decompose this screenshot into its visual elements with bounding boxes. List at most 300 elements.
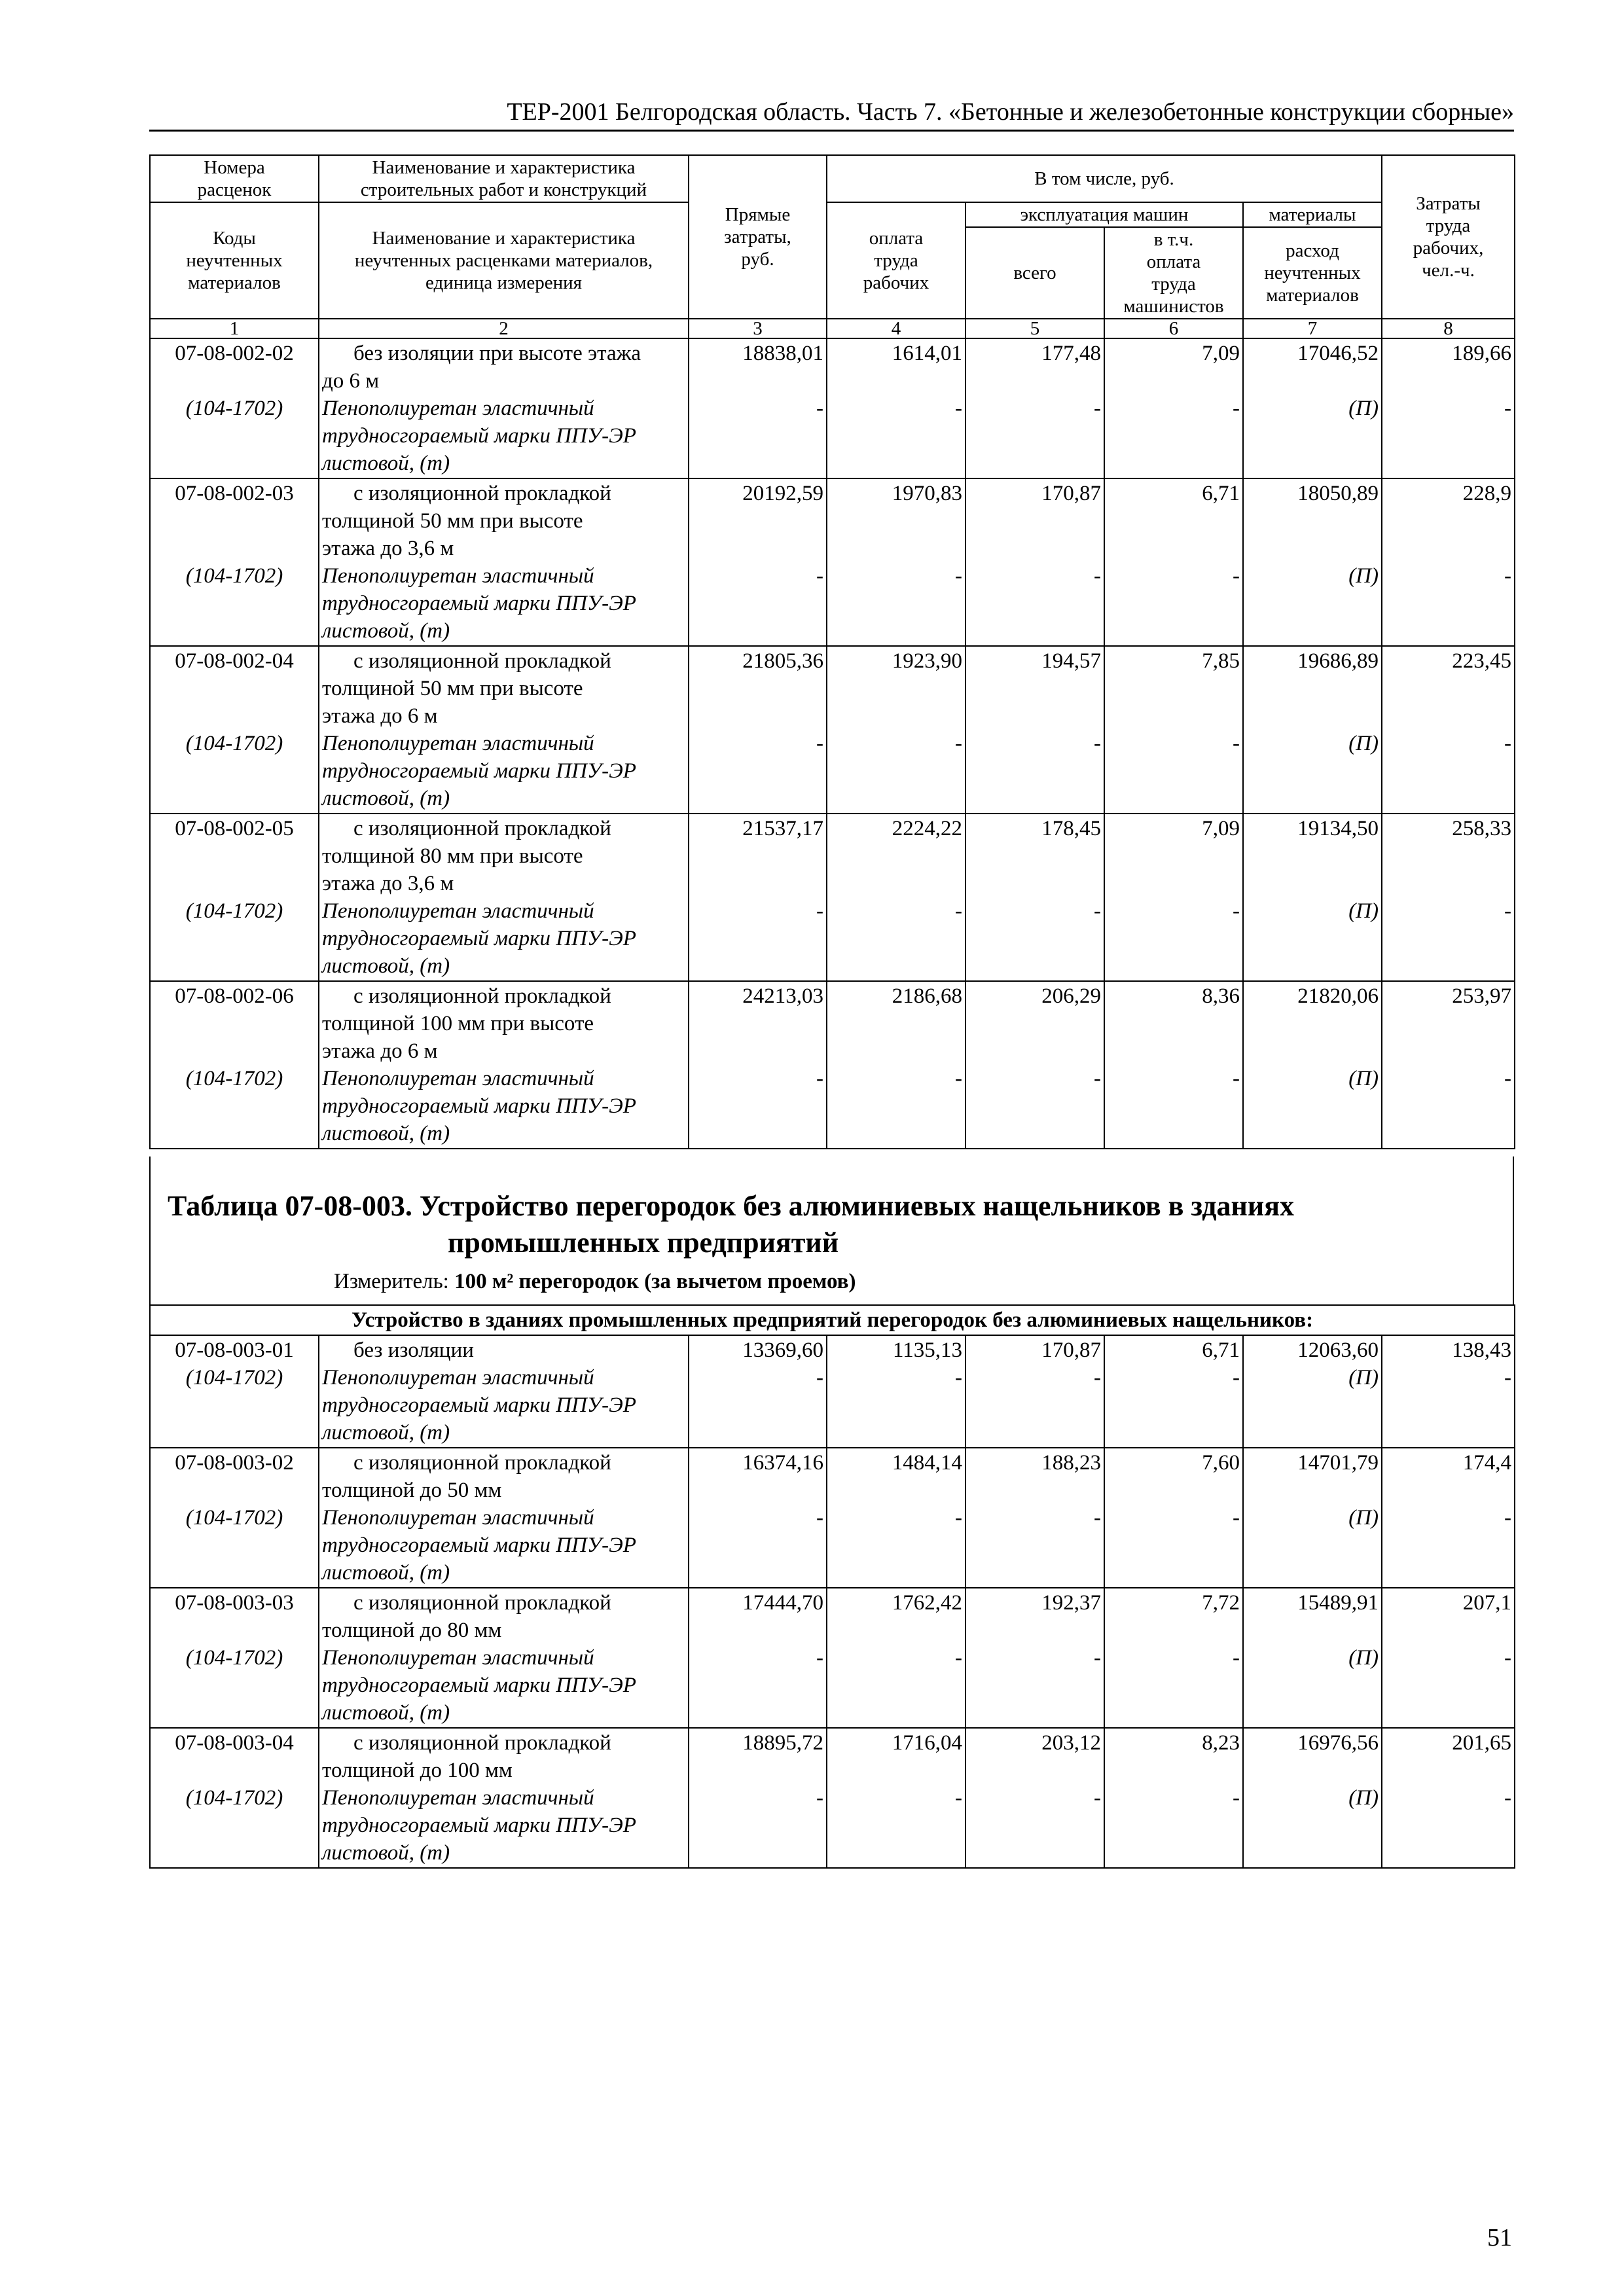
material-quantity: (П) xyxy=(1348,1506,1379,1530)
rate-name-line: толщиной 80 мм при высоте xyxy=(322,844,583,868)
operator-labor-cost: 7,85 xyxy=(1202,649,1240,673)
material-dash: - xyxy=(955,1366,962,1390)
rate-name-cell xyxy=(319,646,689,814)
col2-header-line: неучтенных расценками материалов, xyxy=(354,250,653,271)
material-name-line: трудносгораемый марки ППУ-ЭР xyxy=(322,1674,636,1697)
direct-cost: 20192,59 xyxy=(742,482,823,505)
material-name-line: трудносгораемый марки ППУ-ЭР xyxy=(322,1094,636,1118)
material-dash: - xyxy=(1504,1366,1512,1390)
column-number: 8 xyxy=(1382,319,1515,338)
material-dash: - xyxy=(1094,397,1101,420)
materials-cost: 21820,06 xyxy=(1297,984,1379,1008)
direct-cost-cell xyxy=(689,338,827,478)
material-dash: - xyxy=(1504,899,1511,923)
material-quantity: (П) xyxy=(1348,564,1379,588)
operator-labor-cost-cell xyxy=(1104,338,1243,478)
rate-name-line: без изоляции xyxy=(353,1338,474,1362)
labor-cost-cell xyxy=(827,814,965,981)
rate-name-line: с изоляционной прокладкой xyxy=(353,984,611,1008)
material-dash: - xyxy=(1233,1366,1240,1390)
col8-header xyxy=(1382,155,1515,319)
operator-labor-cost-cell xyxy=(1104,1335,1243,1448)
direct-cost-cell xyxy=(689,1448,827,1588)
unit-value: 100 м² перегородок (за вычетом проемов) xyxy=(454,1270,856,1293)
column-number: 6 xyxy=(1104,319,1243,338)
col7-header-line: материалов xyxy=(1266,285,1359,306)
material-dash: - xyxy=(1233,899,1240,923)
machine-cost-cell xyxy=(965,1335,1104,1448)
operator-labor-cost-cell xyxy=(1104,1728,1243,1868)
direct-cost-cell xyxy=(689,478,827,646)
labor-hours-cell xyxy=(1382,814,1515,981)
material-dash: - xyxy=(816,1786,823,1810)
material-dash: - xyxy=(1094,1067,1101,1090)
rate-code-cell xyxy=(150,1335,319,1448)
rate-name-line: толщиной до 100 мм xyxy=(322,1759,513,1782)
rate-name-line: толщиной 50 мм при высоте xyxy=(322,509,583,533)
material-code: (104-1702) xyxy=(185,1366,283,1390)
material-dash: - xyxy=(1233,732,1240,755)
machines-header: эксплуатация машин xyxy=(965,202,1243,227)
direct-cost: 24213,03 xyxy=(742,984,823,1008)
material-dash: - xyxy=(1504,397,1511,420)
materials-cost-cell xyxy=(1243,981,1382,1149)
material-code: (104-1702) xyxy=(185,564,283,588)
col8-header-line: чел.-ч. xyxy=(1422,260,1475,281)
rate-code-cell xyxy=(150,478,319,646)
operator-labor-cost-cell xyxy=(1104,1448,1243,1588)
machine-cost: 192,37 xyxy=(1041,1591,1101,1615)
material-dash: - xyxy=(1504,1506,1512,1530)
machine-cost-cell xyxy=(965,814,1104,981)
labor-cost: 1923,90 xyxy=(892,649,962,673)
material-dash: - xyxy=(1504,732,1511,755)
rate-row xyxy=(150,1588,1515,1728)
material-name-line: листовой, (т) xyxy=(322,787,450,810)
material-name-line: Пенополиуретан эластичный xyxy=(322,1646,594,1670)
rate-name-line: толщиной до 80 мм xyxy=(322,1619,502,1642)
labor-hours: 174,4 xyxy=(1462,1451,1512,1475)
col6-header-line: машинистов xyxy=(1123,296,1224,317)
machine-cost-cell xyxy=(965,981,1104,1149)
table2-subheading: Устройство в зданиях промышленных предприятий перегородок без алюминиевых нащельников: xyxy=(150,1305,1515,1335)
column-numbers-row xyxy=(150,319,1515,338)
col1-header-top xyxy=(150,155,319,202)
material-dash: - xyxy=(816,1646,823,1670)
material-dash: - xyxy=(955,1506,962,1530)
machine-cost: 194,57 xyxy=(1041,649,1101,673)
labor-hours-cell xyxy=(1382,338,1515,478)
rate-name-line: этажа до 3,6 м xyxy=(322,537,454,560)
machine-cost: 170,87 xyxy=(1041,482,1101,505)
material-dash: - xyxy=(955,564,962,588)
rate-name-line: с изоляционной прокладкой xyxy=(353,1591,611,1615)
direct-cost: 18895,72 xyxy=(742,1731,823,1755)
labor-cost-cell xyxy=(827,1335,965,1448)
col8-header-line: труда xyxy=(1426,215,1471,236)
material-dash: - xyxy=(816,397,823,420)
material-dash: - xyxy=(955,1786,962,1810)
rate-name-cell xyxy=(319,1448,689,1588)
material-dash: - xyxy=(1094,899,1101,923)
col4-header-line: рабочих xyxy=(863,272,929,293)
column-number: 1 xyxy=(150,319,319,338)
material-name-line: Пенополиуретан эластичный xyxy=(322,899,594,923)
labor-cost-cell xyxy=(827,478,965,646)
material-dash: - xyxy=(1094,564,1101,588)
rate-name-cell xyxy=(319,1588,689,1728)
rate-row xyxy=(150,646,1515,814)
rate-row xyxy=(150,1448,1515,1588)
table2-title-continued: промышленных предприятий xyxy=(448,1227,839,1259)
material-dash: - xyxy=(1094,1506,1101,1530)
labor-cost-cell xyxy=(827,338,965,478)
material-dash: - xyxy=(1094,1786,1101,1810)
material-dash: - xyxy=(816,564,823,588)
material-dash: - xyxy=(816,1366,823,1390)
materials-cost: 15489,91 xyxy=(1297,1591,1379,1615)
labor-cost: 2224,22 xyxy=(892,817,962,840)
material-name-line: трудносгораемый марки ППУ-ЭР xyxy=(322,592,636,615)
material-name-line: трудносгораемый марки ППУ-ЭР xyxy=(322,759,636,783)
materials-header: материалы xyxy=(1243,202,1382,227)
rate-name-line: толщиной 50 мм при высоте xyxy=(322,677,583,700)
operator-labor-cost-cell xyxy=(1104,478,1243,646)
rate-name-line: толщиной до 50 мм xyxy=(322,1479,502,1502)
col6-header-line: труда xyxy=(1151,274,1196,295)
col3-header-line: затраты, xyxy=(724,226,791,247)
rate-name-line: с изоляционной прокладкой xyxy=(353,817,611,840)
col2-header-line: Наименование и характеристика xyxy=(372,157,636,178)
materials-cost: 14701,79 xyxy=(1297,1451,1379,1475)
materials-cost: 12063,60 xyxy=(1297,1338,1379,1362)
material-dash: - xyxy=(1504,564,1511,588)
col4-header xyxy=(827,202,965,319)
material-quantity: (П) xyxy=(1348,732,1379,755)
materials-cost: 16976,56 xyxy=(1297,1731,1379,1755)
rate-name-line: без изоляции при высоте этажа xyxy=(353,342,641,365)
labor-hours-cell xyxy=(1382,981,1515,1149)
operator-labor-cost: 7,09 xyxy=(1202,342,1240,365)
operator-labor-cost-cell xyxy=(1104,1588,1243,1728)
direct-cost-cell xyxy=(689,981,827,1149)
rate-name-line: этажа до 3,6 м xyxy=(322,872,454,895)
col7-header xyxy=(1243,227,1382,319)
material-dash: - xyxy=(955,1646,962,1670)
rate-name-line: с изоляционной прокладкой xyxy=(353,1731,611,1755)
material-name-line: трудносгораемый марки ППУ-ЭР xyxy=(322,424,636,448)
direct-cost: 21537,17 xyxy=(742,817,823,840)
material-name-line: трудносгораемый марки ППУ-ЭР xyxy=(322,927,636,950)
rate-row xyxy=(150,338,1515,478)
material-dash: - xyxy=(1504,1646,1512,1670)
materials-cost-cell xyxy=(1243,814,1382,981)
materials-cost-cell xyxy=(1243,478,1382,646)
column-number: 4 xyxy=(827,319,965,338)
column-number: 7 xyxy=(1243,319,1382,338)
col8-header-line: рабочих, xyxy=(1413,238,1484,259)
materials-cost: 19134,50 xyxy=(1297,817,1379,840)
material-code: (104-1702) xyxy=(185,732,283,755)
labor-hours-cell xyxy=(1382,1588,1515,1728)
labor-hours-cell xyxy=(1382,1448,1515,1588)
rate-code: 07-08-002-04 xyxy=(175,649,294,673)
rate-name-cell xyxy=(319,1728,689,1868)
materials-cost: 17046,52 xyxy=(1297,342,1379,365)
rate-name-line: с изоляционной прокладкой xyxy=(353,482,611,505)
rate-code-cell xyxy=(150,1448,319,1588)
labor-hours: 258,33 xyxy=(1452,817,1511,840)
col7-header-line: неучтенных xyxy=(1264,262,1361,283)
material-quantity: (П) xyxy=(1348,1786,1379,1810)
material-code: (104-1702) xyxy=(185,1786,283,1810)
labor-hours: 223,45 xyxy=(1452,649,1511,673)
labor-hours: 138,43 xyxy=(1452,1338,1512,1362)
machine-cost-cell xyxy=(965,646,1104,814)
machine-cost: 203,12 xyxy=(1041,1731,1101,1755)
rate-code-cell xyxy=(150,646,319,814)
page-number: 51 xyxy=(1487,2224,1512,2251)
material-dash: - xyxy=(955,899,962,923)
col2-header-line: строительных работ и конструкций xyxy=(360,179,647,200)
col1-header-line: расценок xyxy=(197,179,272,200)
material-quantity: (П) xyxy=(1348,1646,1379,1670)
rate-code: 07-08-002-02 xyxy=(175,342,294,365)
material-name-line: Пенополиуретан эластичный xyxy=(322,564,594,588)
direct-cost-cell xyxy=(689,1588,827,1728)
material-dash: - xyxy=(1094,1646,1101,1670)
rate-name-cell xyxy=(319,981,689,1149)
rate-code-cell xyxy=(150,1588,319,1728)
table2-unit xyxy=(334,1268,856,1295)
direct-cost: 13369,60 xyxy=(742,1338,823,1362)
materials-cost-cell xyxy=(1243,338,1382,478)
rate-name-line: этажа до 6 м xyxy=(322,704,438,728)
table2-subheading-row xyxy=(150,1305,1515,1335)
machine-cost-cell xyxy=(965,338,1104,478)
material-code: (104-1702) xyxy=(185,899,283,923)
incl-header: В том числе, руб. xyxy=(827,155,1382,202)
operator-labor-cost-cell xyxy=(1104,646,1243,814)
rate-name-cell xyxy=(319,338,689,478)
col3-header-line: руб. xyxy=(741,249,774,270)
material-code: (104-1702) xyxy=(185,1067,283,1090)
col1-header-line: Номера xyxy=(204,157,265,178)
material-quantity: (П) xyxy=(1348,397,1379,420)
rate-name-line: с изоляционной прокладкой xyxy=(353,1451,611,1475)
page-header: ТЕР-2001 Белгородская область. Часть 7. «Бетонные и железобетонные конструкции сборные» xyxy=(507,98,1514,126)
column-number: 5 xyxy=(965,319,1104,338)
machine-cost: 177,48 xyxy=(1041,342,1101,365)
material-name-line: трудносгораемый марки ППУ-ЭР xyxy=(322,1393,636,1417)
col8-header-line: Затраты xyxy=(1416,193,1481,214)
rate-row xyxy=(150,1728,1515,1868)
material-dash: - xyxy=(1094,1366,1101,1390)
rate-name-line: до 6 м xyxy=(322,369,380,393)
material-dash: - xyxy=(816,1506,823,1530)
material-dash: - xyxy=(1233,564,1240,588)
col1-header-bottom xyxy=(150,202,319,319)
rates-table-07-08-003 xyxy=(149,1304,1515,1869)
material-name-line: листовой, (т) xyxy=(322,619,450,643)
material-name-line: листовой, (т) xyxy=(322,1122,450,1145)
labor-hours-cell xyxy=(1382,1728,1515,1868)
labor-cost: 1970,83 xyxy=(892,482,962,505)
operator-labor-cost: 6,71 xyxy=(1202,482,1240,505)
machine-cost: 206,29 xyxy=(1041,984,1101,1008)
material-dash: - xyxy=(1094,732,1101,755)
header-rule xyxy=(149,130,1514,132)
material-name-line: листовой, (т) xyxy=(322,1841,450,1865)
operator-labor-cost: 6,71 xyxy=(1202,1338,1240,1362)
labor-cost-cell xyxy=(827,1448,965,1588)
direct-cost: 21805,36 xyxy=(742,649,823,673)
col2-header-top xyxy=(319,155,689,202)
col2-header-line: единица измерения xyxy=(425,272,582,293)
labor-hours: 207,1 xyxy=(1462,1591,1512,1615)
rate-code: 07-08-003-01 xyxy=(175,1338,294,1362)
labor-hours: 201,65 xyxy=(1452,1731,1512,1755)
machine-cost-cell xyxy=(965,1588,1104,1728)
rate-name-cell xyxy=(319,814,689,981)
direct-cost: 18838,01 xyxy=(742,342,823,365)
material-name-line: листовой, (т) xyxy=(322,1561,450,1585)
column-number: 2 xyxy=(319,319,689,338)
material-dash: - xyxy=(1233,1067,1240,1090)
rate-code: 07-08-003-03 xyxy=(175,1591,294,1615)
unit-label: Измеритель: xyxy=(334,1270,449,1293)
table2-title: Таблица 07-08-003. Устройство перегородок без алюминиевых нащельников в зданиях xyxy=(168,1190,1295,1222)
operator-labor-cost: 8,36 xyxy=(1202,984,1240,1008)
operator-labor-cost: 7,09 xyxy=(1202,817,1240,840)
rates-table-07-08-002 xyxy=(149,154,1515,1149)
material-code: (104-1702) xyxy=(185,1646,283,1670)
labor-cost-cell xyxy=(827,1588,965,1728)
material-name-line: Пенополиуретан эластичный xyxy=(322,732,594,755)
rate-code-cell xyxy=(150,814,319,981)
col5-header: всего xyxy=(965,227,1104,319)
labor-hours-cell xyxy=(1382,1335,1515,1448)
col4-header-line: труда xyxy=(874,250,918,271)
materials-cost: 19686,89 xyxy=(1297,649,1379,673)
operator-labor-cost-cell xyxy=(1104,814,1243,981)
rate-row xyxy=(150,478,1515,646)
material-dash: - xyxy=(1233,1786,1240,1810)
labor-cost: 2186,68 xyxy=(892,984,962,1008)
rate-code-cell xyxy=(150,981,319,1149)
direct-cost: 17444,70 xyxy=(742,1591,823,1615)
operator-labor-cost-cell xyxy=(1104,981,1243,1149)
labor-cost: 1614,01 xyxy=(892,342,962,365)
materials-cost-cell xyxy=(1243,1588,1382,1728)
machine-cost: 178,45 xyxy=(1041,817,1101,840)
labor-cost: 1135,13 xyxy=(892,1338,962,1362)
labor-hours: 253,97 xyxy=(1452,984,1511,1008)
machine-cost-cell xyxy=(965,1728,1104,1868)
material-name-line: листовой, (т) xyxy=(322,1701,450,1725)
labor-hours: 189,66 xyxy=(1452,342,1511,365)
material-name-line: Пенополиуретан эластичный xyxy=(322,1366,594,1390)
rate-code: 07-08-002-05 xyxy=(175,817,294,840)
rate-code: 07-08-003-04 xyxy=(175,1731,294,1755)
material-name-line: Пенополиуретан эластичный xyxy=(322,1786,594,1810)
col2-header-bottom xyxy=(319,202,689,319)
materials-cost-cell xyxy=(1243,1728,1382,1868)
operator-labor-cost: 8,23 xyxy=(1202,1731,1240,1755)
labor-hours-cell xyxy=(1382,646,1515,814)
labor-cost: 1762,42 xyxy=(892,1591,962,1615)
operator-labor-cost: 7,72 xyxy=(1202,1591,1240,1615)
material-name-line: Пенополиуретан эластичный xyxy=(322,1506,594,1530)
rate-code: 07-08-002-03 xyxy=(175,482,294,505)
material-name-line: трудносгораемый марки ППУ-ЭР xyxy=(322,1814,636,1837)
col1-header-line: материалов xyxy=(188,272,281,293)
direct-cost-cell xyxy=(689,814,827,981)
rate-code: 07-08-002-06 xyxy=(175,984,294,1008)
direct-cost-cell xyxy=(689,1335,827,1448)
materials-cost-cell xyxy=(1243,646,1382,814)
material-dash: - xyxy=(1504,1067,1511,1090)
direct-cost-cell xyxy=(689,1728,827,1868)
rate-row xyxy=(150,981,1515,1149)
labor-hours-cell xyxy=(1382,478,1515,646)
material-name-line: Пенополиуретан эластичный xyxy=(322,397,594,420)
rate-code-cell xyxy=(150,1728,319,1868)
labor-cost: 1716,04 xyxy=(892,1731,962,1755)
machine-cost: 170,87 xyxy=(1041,1338,1101,1362)
labor-cost-cell xyxy=(827,646,965,814)
col1-header-line: неучтенных xyxy=(186,250,283,271)
material-name-line: листовой, (т) xyxy=(322,954,450,978)
col6-header-line: в т.ч. xyxy=(1153,229,1194,250)
rate-row xyxy=(150,1335,1515,1448)
material-dash: - xyxy=(816,899,823,923)
direct-cost-cell xyxy=(689,646,827,814)
rate-name-cell xyxy=(319,478,689,646)
material-dash: - xyxy=(1233,1646,1240,1670)
rate-name-line: с изоляционной прокладкой xyxy=(353,649,611,673)
material-code: (104-1702) xyxy=(185,397,283,420)
col6-header-line: оплата xyxy=(1146,251,1201,272)
material-quantity: (П) xyxy=(1348,1067,1379,1090)
col6-header xyxy=(1104,227,1243,319)
material-dash: - xyxy=(1504,1786,1512,1810)
material-name-line: листовой, (т) xyxy=(322,1421,450,1444)
col3-header-line: Прямые xyxy=(725,204,791,225)
material-name-line: листовой, (т) xyxy=(322,452,450,475)
material-name-line: трудносгораемый марки ППУ-ЭР xyxy=(322,1534,636,1557)
material-dash: - xyxy=(816,732,823,755)
material-dash: - xyxy=(816,1067,823,1090)
rate-name-line: толщиной 100 мм при высоте xyxy=(322,1012,594,1035)
material-dash: - xyxy=(955,1067,962,1090)
labor-cost-cell xyxy=(827,981,965,1149)
material-quantity: (П) xyxy=(1348,1366,1379,1390)
labor-hours: 228,9 xyxy=(1462,482,1511,505)
material-quantity: (П) xyxy=(1348,899,1379,923)
material-dash: - xyxy=(1233,1506,1240,1530)
rate-code-cell xyxy=(150,338,319,478)
table1-body xyxy=(150,338,1515,1149)
materials-cost-cell xyxy=(1243,1335,1382,1448)
direct-cost: 16374,16 xyxy=(742,1451,823,1475)
material-name-line: Пенополиуретан эластичный xyxy=(322,1067,594,1090)
column-number: 3 xyxy=(689,319,827,338)
col7-header-line: расход xyxy=(1286,240,1339,261)
table2-body xyxy=(150,1305,1515,1868)
rate-row xyxy=(150,814,1515,981)
material-dash: - xyxy=(955,732,962,755)
